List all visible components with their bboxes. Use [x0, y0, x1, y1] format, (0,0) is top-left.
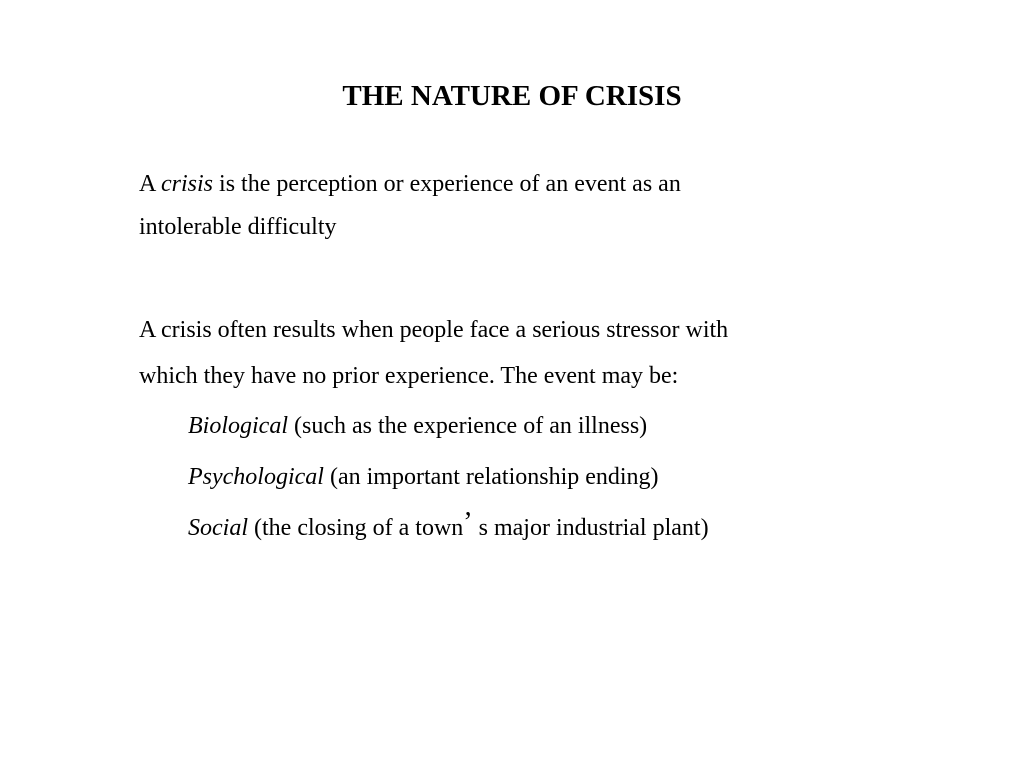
- definition-line-2: intolerable difficulty: [139, 214, 337, 240]
- event-type-description: (such as the experience of an illness): [287, 413, 648, 439]
- event-type-description-after: s major industrial plant): [472, 515, 709, 541]
- paragraph-line-2: which they have no prior experience. The event may be:: [139, 363, 679, 389]
- slide-title: THE NATURE OF CRISIS: [342, 80, 682, 112]
- definition-prefix: A: [139, 171, 162, 197]
- event-type-term: Psychological: [188, 464, 324, 490]
- paragraph-line-1: A crisis often results when people face a serious stressor with: [139, 317, 729, 343]
- apostrophe-glyph: ’: [463, 507, 473, 538]
- event-type-psychological: [188, 462, 659, 492]
- event-type-description: (an important relationship ending): [323, 464, 659, 490]
- event-type-term: Biological: [188, 413, 288, 439]
- event-type-term: Social: [188, 515, 248, 541]
- definition-term: crisis: [161, 171, 214, 197]
- event-type-social: [188, 507, 709, 543]
- event-type-description-before: (the closing of a town: [248, 515, 464, 541]
- definition-rest: is the perception or experience of an event as an: [213, 171, 681, 197]
- event-type-biological: [188, 411, 647, 441]
- definition-line-1: [139, 169, 681, 199]
